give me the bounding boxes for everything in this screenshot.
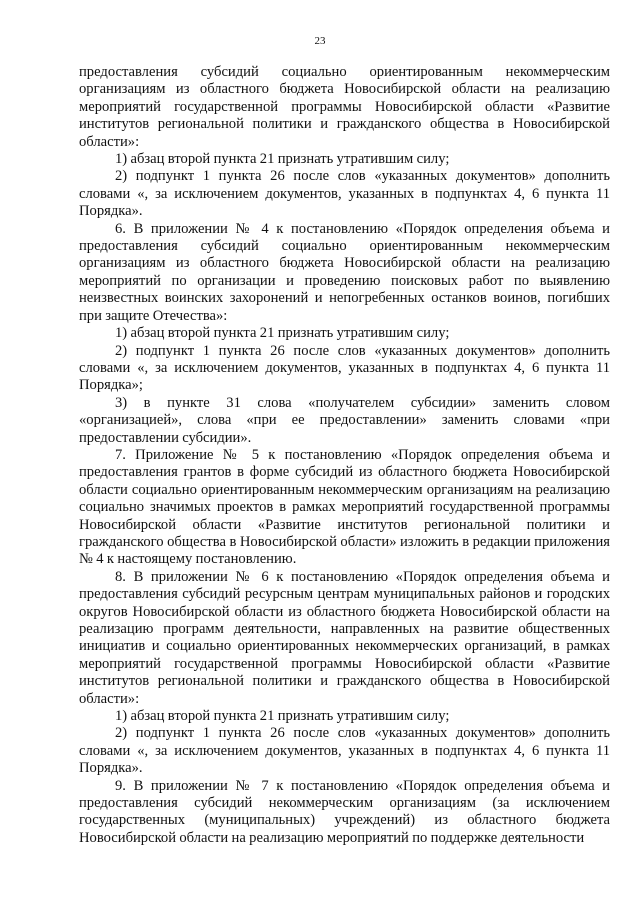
paragraph: 2) подпункт 1 пункта 26 после слов «указанных документов» дополнить словами «, за исключением документов, указанных в подпунктах 4, 6 пункта 11 Порядка»;: [79, 342, 610, 394]
paragraph: 2) подпункт 1 пункта 26 после слов «указанных документов» дополнить словами «, за исключением документов, указанных в подпунктах 4, 6 пункта 11 Порядка».: [79, 725, 610, 777]
paragraph: 1) абзац второй пункта 21 признать утратившим силу;: [115, 325, 450, 342]
paragraph: 9. В приложении № 7 к постановлению «Порядок определения объема и предоставления субсидий некоммерческим организациям (за исключением государственных (муниципальных) учреждений) из областного бюджета Новосибирской области на реализацию мероприятий по поддержке деятельности: [79, 777, 610, 846]
document-body: [79, 64, 610, 847]
paragraph: 3) в пункте 31 слова «получателем субсидии» заменить словом «организацией», слова «при ее предоставлении» заменить словами «при предоставлении субсидии».: [79, 394, 610, 446]
paragraph: 7. Приложение № 5 к постановлению «Порядок определения объема и предоставления грантов в форме субсидий из областного бюджета Новосибирской области социально ориентированным некоммерческим организациям на реализацию социально значимых проектов в рамках мероприятий государственной программы Новосибирской области «Развитие институтов региональной политики и гражданского общества в Новосибирской области» изложить в редакции приложения № 4 к настоящему постановлению.: [79, 446, 610, 568]
paragraph: 6. В приложении № 4 к постановлению «Порядок определения объема и предоставления субсидий социально ориентированным некоммерческим организациям из областного бюджета Новосибирской области на реализацию мероприятий по организации и проведению поисковых работ по выявлению неизвестных воинских захоронений и непогребенных останков воинов, погибших при защите Отечества»:: [79, 220, 610, 324]
paragraph: 1) абзац второй пункта 21 признать утратившим силу;: [115, 708, 450, 725]
paragraph: 1) абзац второй пункта 21 признать утратившим силу;: [115, 151, 450, 168]
paragraph: 2) подпункт 1 пункта 26 после слов «указанных документов» дополнить словами «, за исключением документов, указанных в подпунктах 4, 6 пункта 11 Порядка».: [79, 168, 610, 220]
paragraph: предоставления субсидий социально ориентированным некоммерческим организациям из областного бюджета Новосибирской области на реализацию мероприятий государственной программы Новосибирской области «Развитие институтов региональной политики и гражданского общества в Новосибирской области»:: [79, 64, 610, 150]
paragraph: 8. В приложении № 6 к постановлению «Порядок определения объема и предоставления субсидий ресурсным центрам муниципальных районов и городских округов Новосибирской области из областного бюджета Новосибирской области на реализацию программ деятельности, направленных на развитие общественных инициатив и социально ориентированных некоммерческих организаций, в рамках мероприятий государственной программы Новосибирской области «Развитие институтов региональной политики и гражданского общества в Новосибирской области»:: [79, 568, 610, 707]
page-number: 23: [314, 35, 326, 47]
